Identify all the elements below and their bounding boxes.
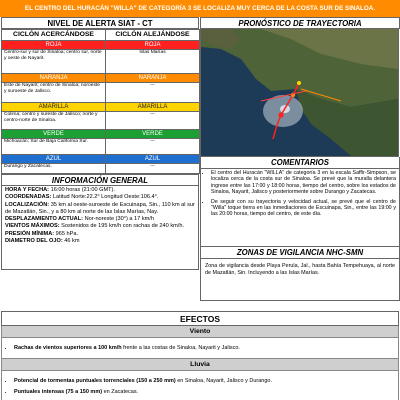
departing-areas: --- — [106, 112, 200, 130]
watch-zones-title: ZONAS DE VIGILANCIA NHC-SMN — [200, 247, 400, 259]
rain-item-bold: Puntuales intensas (75 a 150 mm) — [14, 389, 103, 395]
wind-item-text: frente a las costas de Sinaloa, Nayarit y Jalisco. — [121, 345, 240, 351]
wind-item-bold: Rachas de vientos superiores a 100 km/h — [14, 345, 122, 351]
approaching-areas: Este de Nayarit; centro de Sinaloa; noroeste y suroeste de Jalisco. — [2, 83, 106, 103]
info-time — [5, 187, 195, 194]
info-value: Nor-noreste (30°) a 17 km/h — [84, 216, 154, 223]
level-label: AMARILLA — [106, 103, 200, 112]
satellite-map-image — [201, 29, 398, 156]
wind-effects — [1, 338, 399, 359]
effects-section — [1, 311, 399, 400]
info-location — [5, 202, 195, 217]
forecast-track-title: PRONÓSTICO DE TRAYECTORIA — [200, 17, 400, 29]
departing-areas: --- — [106, 164, 200, 174]
approaching-areas: Colima; centro y sureste de Jalisco; norte y centro-norte de Sinaloa. — [2, 112, 106, 130]
departing-header: CICLÓN ALEJÁNDOSE — [106, 30, 200, 41]
approaching-header: CICLÓN ACERCÁNDOSE — [2, 30, 106, 41]
info-label: DIAMETRO DEL OJO: — [5, 238, 63, 245]
right-column — [200, 17, 400, 301]
rain-item — [14, 378, 394, 384]
level-label: AZUL — [106, 155, 200, 164]
level-row-amarilla — [2, 103, 200, 112]
desc-row-roja — [2, 50, 200, 74]
info-value: 35 km al oeste-suroeste de Escuinapa, Sin., 110 km al sur de Mazatlán, Sin., y a 80 km al norte de las Islas Marías, Nay. — [5, 201, 195, 215]
comment-item: • De seguir con su trayectoria y velocidad actual, se prevé que el centro de "Willa" toque tierra en las inmediaciones de Escuinapa, Sin., entre las 19:00 y las 20:00 horas, tiempo del centro, de este día. — [211, 199, 396, 218]
level-label: VERDE — [106, 130, 200, 139]
info-label: LOCALIZACIÓN: — [5, 201, 50, 208]
alert-table — [1, 29, 200, 174]
level-label: NARANJA — [2, 74, 106, 83]
rain-effects — [1, 371, 399, 400]
level-label: VERDE — [2, 130, 106, 139]
info-pressure — [5, 231, 195, 238]
level-label: ROJA — [2, 41, 106, 50]
level-row-azul — [2, 155, 200, 164]
left-column — [1, 17, 199, 270]
rain-item-text: en Sinaloa, Nayarit, Jalisco y Durango. — [175, 378, 273, 384]
comments-title: COMENTARIOS — [200, 157, 400, 169]
info-label: PRESIÓN MÍNIMA: — [5, 230, 55, 237]
alert-level-title: NIVEL DE ALERTA SIAT - CT — [1, 17, 199, 29]
info-coordinates — [5, 194, 195, 201]
headline-banner: EL CENTRO DEL HURACÁN "WILLA" DE CATEGORÍA 3 SE LOCALIZA MUY CERCA DE LA COSTA SUR DE SINALOA. — [0, 0, 400, 17]
general-info-panel — [1, 186, 199, 270]
info-value: Sostenidos de 195 km/h con rachas de 240 km/h. — [61, 223, 184, 230]
rain-item-text: en Zacatecas. — [102, 389, 139, 395]
rain-item-bold: Potencial de tormentas puntuales torrenciales (150 a 250 mm) — [14, 378, 176, 384]
wind-item — [14, 345, 394, 351]
general-info-title: INFORMACIÓN GENERAL — [1, 174, 199, 186]
approaching-areas: Centro-sur y sur de Sinaloa; centro sur, norte y oeste de Nayarit. — [2, 50, 106, 74]
info-label: VIENTOS MÁXIMOS: — [5, 223, 60, 230]
info-label: COORDENADAS: — [5, 194, 52, 201]
wind-subheader: Viento — [1, 326, 399, 338]
desc-row-amarilla — [2, 112, 200, 130]
info-winds — [5, 223, 195, 230]
rain-item — [14, 389, 394, 395]
info-value: Latitud Norte:22.2° Longitud Oeste:106.4°. — [52, 194, 159, 201]
departing-areas: --- — [106, 139, 200, 155]
level-label: NARANJA — [106, 74, 200, 83]
desc-row-azul — [2, 164, 200, 174]
comment-item: • El centro del Huracán "WILLA" de categoría 3 en la escala Saffir-Simpson, se localiza cerca de la costa sur de Sinaloa. Se prevé que la muralla delantera ingrese entre las 17:00 y 18:00 horas, tiempo del centro, sobre los estados de Sinaloa, Nayarit, Jalisco y posteriormente sobre Durango y Zacatecas. — [211, 170, 396, 196]
approaching-areas: Durango y Zacatecas. — [2, 164, 106, 174]
info-eye-diameter — [5, 238, 195, 245]
level-row-verde — [2, 130, 200, 139]
info-value: 16:00 horas (21:00 GMT). — [50, 187, 115, 193]
departing-areas: Islas Marías — [106, 50, 200, 74]
level-label: ROJA — [106, 41, 200, 50]
forecast-track-map — [200, 29, 399, 157]
info-value: 46 km — [64, 238, 80, 245]
info-label: HORA Y FECHA: — [5, 187, 50, 193]
rain-subheader: Lluvia — [1, 359, 399, 371]
info-label: DESPLAZAMIENTO ACTUAL: — [5, 216, 83, 223]
level-row-roja — [2, 41, 200, 50]
level-label: AMARILLA — [2, 103, 106, 112]
level-label: AZUL — [2, 155, 106, 164]
level-row-naranja — [2, 74, 200, 83]
approaching-areas: Michoacán; Sur de Baja California Sur. — [2, 139, 106, 155]
watch-zones-text: Zona de vigilancia desde Playa Perula, Jal., hasta Bahía Tempehuaya, al norte de Mazatlán, Sin. Incluyendo a las Islas Marías. — [200, 259, 400, 301]
desc-row-naranja — [2, 83, 200, 103]
departing-areas: --- — [106, 83, 200, 103]
alert-header-row — [2, 30, 200, 41]
desc-row-verde — [2, 139, 200, 155]
effects-title: EFECTOS — [1, 311, 399, 326]
comments-panel — [200, 169, 400, 247]
info-value: 965 hPa. — [55, 230, 79, 237]
